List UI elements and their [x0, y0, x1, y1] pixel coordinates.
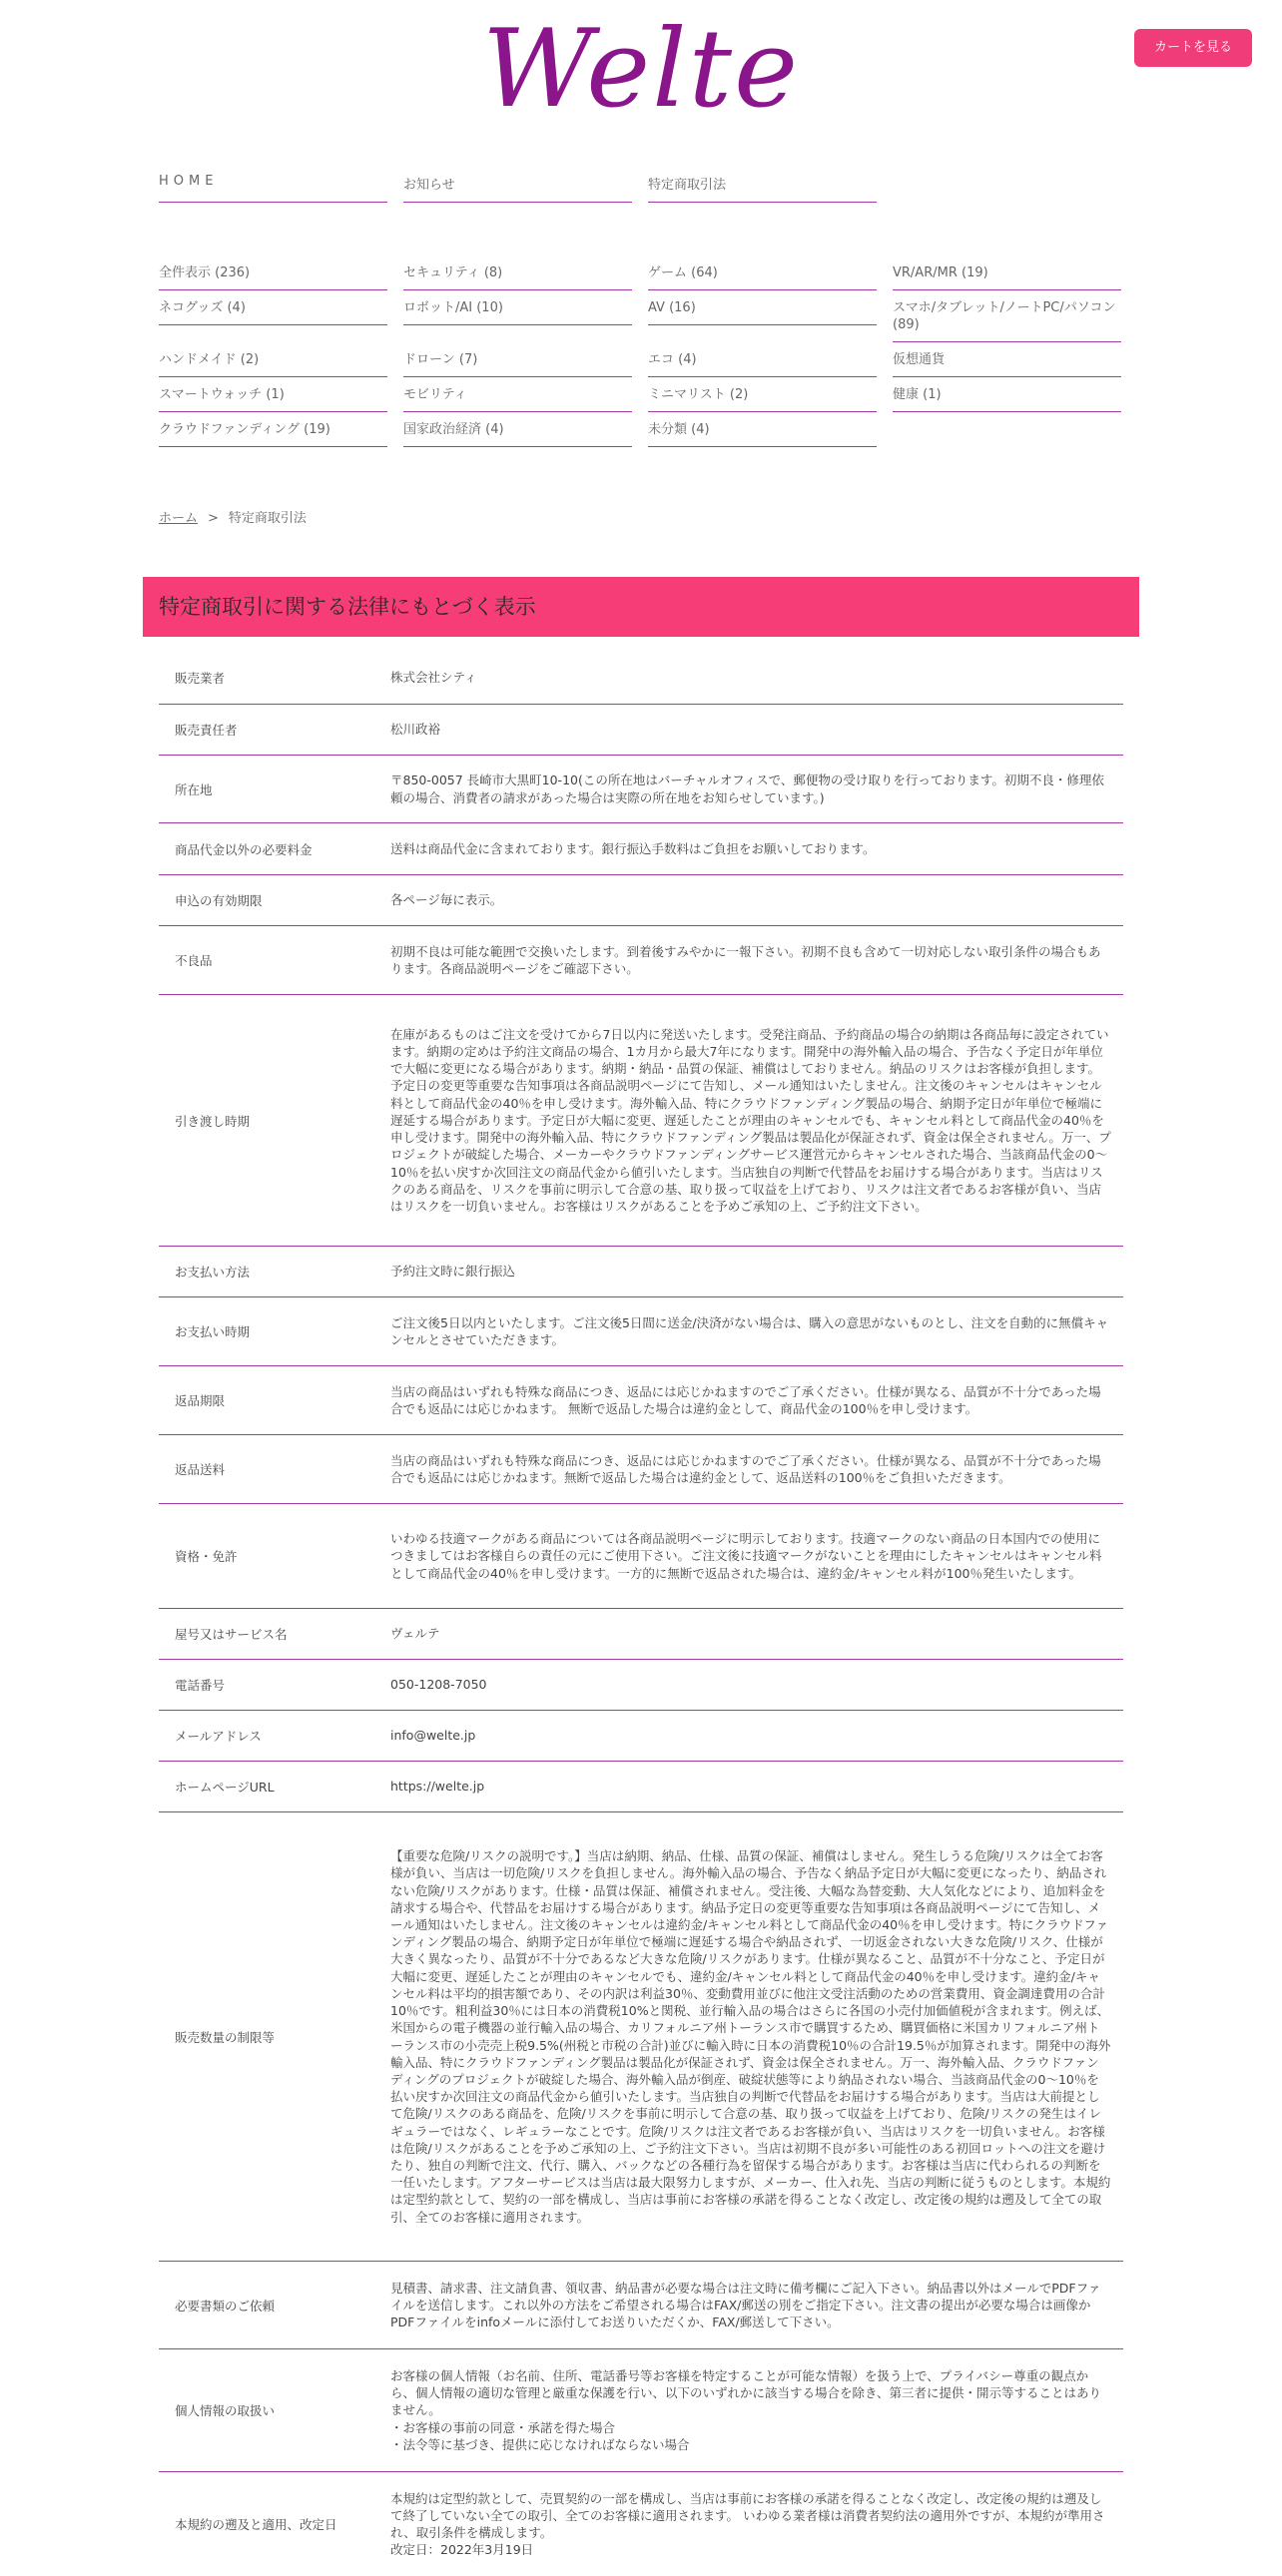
tokushoho-table	[159, 651, 1123, 2576]
nav-home[interactable]: HOME	[159, 165, 387, 203]
row-value: 予約注文時に銀行振込	[390, 1264, 516, 1280]
row-value: 在庫があるものはご注文を受けてから7日以内に発送いたします。受発注商品、予約商品の場合の納期は各商品毎に設定されています。納期の定めは予約注文商品の場合、1カ月から最大7年になります。開発中の海外輸入品の場合、予告なく予定日が年単位で大幅に変更になる場合があります。納期・納品・品質の保証、補償はしておりません。納品のリスクはお客様が負担します。予定日の変更等重要な告知事項は各商品説明ページにて告知し、メール通知はいたしません。注文後のキャンセルはキャンセル料として商品代金の40％を申し受けます。海外輸入品、特にクラウドファンディング製品の場合、納期予定日が年単位で極端に遅延する場合があります。予定日が大幅に変更、遅延したことが理由のキャンセルでも、キャンセル料として商品代金の40％を申し受けます。開発中の海外輸入品、特にクラウドファンディング製品は製品化が保証されず、資金は保全されません。万一、プロジェクトが破綻した場合、メーカーやクラウドファンディングサービス運営元からキャンセルされた場合、当該商品代金の0～10％を払い戻すか次回注文の商品代金から値引いたします。当店独自の判断で代替品をお届けする場合があります。当店はリスクのある商品を、リスクを事前に明示して合意の基、取り扱って収益を上げており、リスクは注文者であるお客様が負い、当店はリスクを一切負いません。お客様はリスクがあることを予めご承知の上、ご予約注文下さい。	[390, 1026, 1111, 1214]
table-row	[159, 1247, 1123, 1297]
row-label: 販売責任者	[175, 723, 238, 738]
table-row	[159, 995, 1123, 1247]
table-row	[159, 2472, 1123, 2576]
table-row	[159, 705, 1123, 756]
table-row	[159, 926, 1123, 995]
row-value: 050-1208-7050	[390, 1677, 487, 1693]
table-row	[159, 1435, 1123, 1504]
table-row	[159, 1504, 1123, 1609]
category-item[interactable]: モビリティ	[403, 377, 632, 412]
table-row	[159, 1762, 1123, 1812]
view-cart-button[interactable]: カートを見る	[1134, 29, 1252, 67]
category-item[interactable]: 国家政治経済 (4)	[403, 412, 632, 447]
category-item[interactable]: 健康 (1)	[893, 377, 1121, 412]
row-value: 〒850-0057 長崎市大黒町10-10(この所在地はバーチャルオフィスで、郵便物の受け取りを行っております。初期不良・修理依頼の場合、消費者の請求があった場合は実際の所在地をお知らせしています。)	[390, 773, 1104, 805]
row-value: 初期不良は可能な範囲で交換いたします。到着後すみやかに一報下さい。初期不良も含めて一切対応しない取引条件の場合もあります。各商品説明ページをご確認下さい。	[390, 943, 1101, 976]
row-label: 屋号又はサービス名	[175, 1627, 288, 1642]
category-item[interactable]: 未分類 (4)	[648, 412, 877, 447]
table-row	[159, 1366, 1123, 1435]
table-row	[159, 823, 1123, 875]
category-item[interactable]: VR/AR/MR (19)	[893, 256, 1121, 290]
row-label: 販売数量の制限等	[175, 2029, 276, 2045]
row-label: 電話番号	[175, 1678, 226, 1693]
category-item[interactable]: ミニマリスト (2)	[648, 377, 877, 412]
row-label: お支払い方法	[175, 1265, 251, 1280]
row-label: メールアドレス	[175, 1729, 262, 1744]
breadcrumb-separator: >	[208, 511, 219, 526]
category-item[interactable]: ハンドメイド (2)	[159, 342, 387, 377]
category-item[interactable]: スマホ/タブレット/ノートPC/パソコン (89)	[893, 290, 1121, 342]
row-label: 不良品	[175, 953, 213, 968]
row-label: 返品期限	[175, 1393, 226, 1408]
row-label: ホームページURL	[175, 1780, 275, 1795]
main-nav	[159, 165, 893, 203]
nav-tokushoho[interactable]: 特定商取引法	[648, 165, 877, 203]
category-item[interactable]: ゲーム (64)	[648, 256, 877, 290]
table-row	[159, 1711, 1123, 1762]
category-item[interactable]: セキュリティ (8)	[403, 256, 632, 290]
page-title: 特定商取引に関する法律にもとづく表示	[143, 577, 1139, 637]
row-value: いわゆる技適マークがある商品については各商品説明ページに明示しております。技適マークのない商品の日本国内での使用につきましてはお客様自らの責任の元にご使用下さい。ご注文後に技適マークがないことを理由にしたキャンセルはキャンセル料として商品代金の40％を申し受けます。一方的に無断で返品された場合は、違約金/キャンセル料が100％発生いたします。	[390, 1531, 1102, 1581]
row-value[interactable]: info@welte.jp	[390, 1728, 476, 1744]
row-label: 個人情報の取扱い	[175, 2403, 276, 2418]
category-item[interactable]: ロボット/AI (10)	[403, 290, 632, 325]
table-row	[159, 2262, 1123, 2349]
site-logo[interactable]: Welte	[482, 7, 800, 132]
table-row	[159, 756, 1123, 823]
table-row	[159, 651, 1123, 705]
breadcrumb-current: 特定商取引法	[228, 511, 307, 526]
category-item[interactable]: ネコグッズ (4)	[159, 290, 387, 325]
row-value[interactable]: https://welte.jp	[390, 1779, 485, 1795]
table-row	[159, 875, 1123, 926]
breadcrumb-home-link[interactable]: ホーム	[159, 511, 199, 526]
category-item[interactable]: クラウドファンディング (19)	[159, 412, 387, 447]
row-value: ヴェルテ	[390, 1626, 440, 1642]
category-item[interactable]: エコ (4)	[648, 342, 877, 377]
row-label: 商品代金以外の必要料金	[175, 841, 313, 857]
row-value: 当店の商品はいずれも特殊な商品につき、返品には応じかねますのでご了承ください。仕様が異なる、品質が不十分であった場合でも返品には応じかねます。無断で返品した場合は違約金として、返品送料の100％をご負担いただきます。	[390, 1452, 1101, 1485]
row-value: ご注文後5日以内といたします。ご注文後5日間に送金/決済がない場合は、購入の意思がないものとし、注文を自動的に無償キャンセルとさせていただきます。	[390, 1314, 1109, 1347]
row-label: 引き渡し時期	[175, 1113, 251, 1129]
row-value: 松川政裕	[390, 722, 441, 738]
row-label: 所在地	[175, 781, 213, 797]
row-value: 見積書、請求書、注文請負書、領収書、納品書が必要な場合は注文時に備考欄にご記入下さい。納品書以外はメールでPDFファイルを送信します。これ以外の方法をご希望される場合はFAX/郵送の別をご指定下さい。注文書の提出が必要な場合は画像かPDFファイルをinfoメールに添付してお送りいただくか、FAX/郵送して下さい。	[390, 2280, 1101, 2330]
row-label: 返品送料	[175, 1462, 226, 1477]
category-item[interactable]: 仮想通貨	[893, 342, 1121, 377]
nav-news[interactable]: お知らせ	[403, 165, 632, 203]
table-row	[159, 1812, 1123, 2262]
row-value: 送料は商品代金に含まれております。銀行振込手数料はご負担をお願いしております。	[390, 840, 876, 856]
table-row	[159, 1660, 1123, 1711]
table-row	[159, 1609, 1123, 1660]
row-label: 本規約の遡及と適用、改定日	[175, 2517, 337, 2532]
table-row	[159, 1297, 1123, 1366]
row-label: 販売業者	[175, 670, 226, 686]
category-list	[159, 256, 1137, 447]
category-item[interactable]: AV (16)	[648, 290, 877, 325]
row-value: 株式会社シティ	[390, 669, 477, 685]
row-label: 申込の有効期限	[175, 893, 263, 908]
table-row	[159, 2349, 1123, 2472]
category-item[interactable]: ドローン (7)	[403, 342, 632, 377]
category-item[interactable]: 全件表示 (236)	[159, 256, 387, 290]
row-label: 必要書類のご依頼	[175, 2298, 276, 2314]
row-value: 本規約は定型約款として、売買契約の一部を構成し、当店は事前にお客様の承諾を得ることなく改定し、改定後の規約は遡及して終了していない全ての取引、全てのお客様に適用されます。 いわゆる業者様は消費者契約法の適用外ですが、本規約が準用され、取引条件を構成します。 改定日：2022年3月19日	[390, 2490, 1105, 2558]
row-value: 当店の商品はいずれも特殊な商品につき、返品には応じかねますのでご了承ください。仕様が異なる、品質が不十分であった場合でも返品には応じかねます。 無断で返品した場合は違約金として、商品代金の100％を申し受けます。	[390, 1383, 1101, 1416]
row-label: 資格・免許	[175, 1549, 238, 1564]
row-label: お支払い時期	[175, 1324, 251, 1339]
row-value: 【重要な危険/リスクの説明です。】当店は納期、納品、仕様、品質の保証、補償はしません。発生しうる危険/リスクは全てお客様が負い、当店は一切危険/リスクを負担しません。海外輸入品の場合、予告なく納品予定日が大幅に変更になったり、納品されない危険/リスクがあります。仕様・品質は保証、補償されません。受注後、大幅な為替変動、大人気化などにより、追加料金を請求する場合や、代替品をお届けする場合があります。納品予定日の変更等重要な告知事項は各商品説明ページにて告知し、メール通知はいたしません。注文後のキャンセルは違約金/キャンセル料として商品代金の40％を申し受けます。特にクラウドファンディング製品の場合、納期予定日が年単位で極端に遅延する場合や納品されず、一切返金されない大きな危険/リスク、仕様が大きく異なったり、品質が不十分であるなど大きな危険/リスクがあります。仕様が異なること、品質が不十分なこと、予定日が大幅に変更、遅延したことが理由のキャンセルでも、違約金/キャンセル料として商品代金の40％を申し受けます。違約金/キャンセル料は平均的損害額であり、その内訳は利益30％、変動費用並びに他注文受注活動のための営業費用、資金調達費用の合計10％です。粗利益30％には日本の消費税10%と関税、並行輸入品の場合はさらに各国の小売付加価値税が含まれます。例えば、米国からの電子機器の並行輸入品の場合、カリフォルニア州トーランス市で購買するため、購買価格に米国カリフォルニア州トーランス市の小売売上税9.5%(州税と市税の合計)並びに輸入時に日本の消費税10％の合計19.5％が加算されます。開発中の海外輸入品、特にクラウドファンディング製品は製品化が保証されず、資金は保全されません。万一、海外輸入品、クラウドファンディングのプロジェクトが破綻した場合、海外輸入品が倒産、破綻状態等により納品されない場合、当該商品代金の0～10％を払い戻すか次回注文の商品代金から値引いたします。当店独自の判断で代替品をお届けする場合があります。当店は大前提として危険/リスクのある商品を、危険/リスクを事前に明示して合意の基、取り扱って収益を上げており、危険/リスクの発生はイレギュラーではなく、レギュラーなことです。危険/リスクは注文者であるお客様が負い、当店はリスクを一切負いません。お客様は危険/リスクがあることを予めご承知の上、ご予約注文下さい。当店は初期不良が多い可能性のある初回ロットへの注文を避けたり、独自の判断で注文、代行、購入、バックなどの各種行為を留保する場合があります。お客様は当店に代わられるの判断を一任いたします。アフターサービスは当店は最大限努力しますが、メーカー、仕入れ先、当店の判断に従うものとします。本規約は定型約款として、契約の一部を構成し、当店は事前にお客様の承諾を得ることなく改定し、改定後の規約は遡及して全ての取引、全てのお客様に適用されます。	[390, 1848, 1111, 2225]
row-value: お客様の個人情報（お名前、住所、電話番号等お客様を特定することが可能な情報）を扱う上で、プライバシー尊重の観点から、個人情報の適切な管理と厳重な保護を行い、以下のいずれかに該当する場合を除き、第三者に提供・開示等することはありません。 ・お客様の事前の同意・承諾を得た場合 ・法令等に基づき、提供に応じなければならない場合	[390, 2367, 1102, 2452]
category-item[interactable]: スマートウォッチ (1)	[159, 377, 387, 412]
breadcrumb	[159, 507, 307, 526]
row-value: 各ページ毎に表示。	[390, 892, 503, 908]
